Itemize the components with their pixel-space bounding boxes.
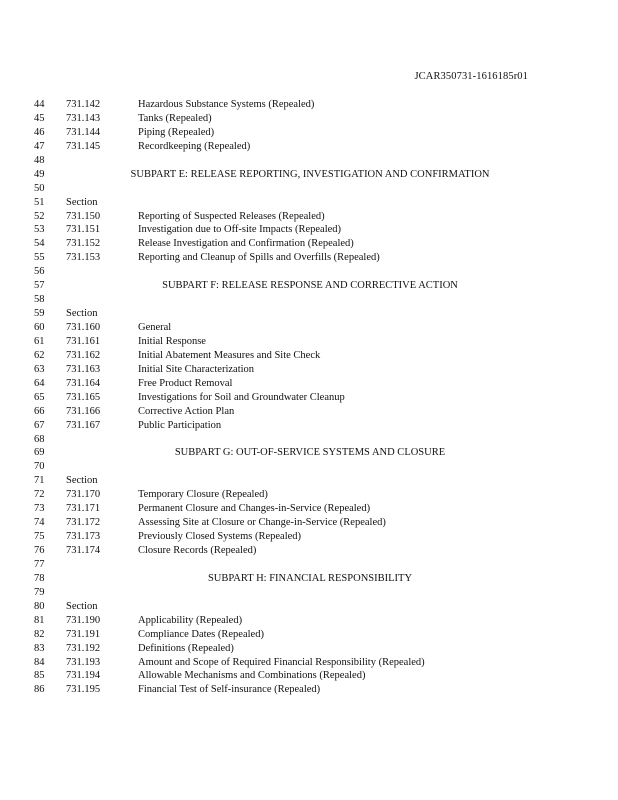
line-number: 60 bbox=[34, 322, 45, 333]
section-title: Reporting and Cleanup of Spills and Overfills (Repealed) bbox=[138, 252, 380, 264]
line-number: 44 bbox=[34, 99, 45, 110]
document-line bbox=[0, 628, 618, 642]
document-line bbox=[0, 321, 618, 335]
section-number: 731.150 bbox=[66, 210, 101, 222]
document-line bbox=[0, 251, 618, 265]
document-line bbox=[0, 140, 618, 154]
subpart-heading: SUBPART F: RELEASE RESPONSE AND CORRECTIVE ACTION bbox=[162, 280, 458, 292]
section-number: 731.160 bbox=[66, 322, 101, 333]
section-title: Allowable Mechanisms and Combinations (Repealed) bbox=[138, 670, 366, 682]
document-line bbox=[0, 154, 618, 168]
document-line bbox=[0, 335, 618, 349]
line-number: 84 bbox=[34, 656, 45, 668]
document-line bbox=[0, 433, 618, 447]
line-number: 67 bbox=[34, 419, 45, 431]
section-number: 731.173 bbox=[66, 531, 101, 543]
document-line bbox=[0, 182, 618, 196]
document-line bbox=[0, 558, 618, 572]
document-line bbox=[0, 419, 618, 433]
section-title: Investigation due to Off-site Impacts (Repealed) bbox=[138, 224, 342, 236]
line-number: 52 bbox=[34, 210, 45, 222]
section-number: 731.143 bbox=[66, 112, 101, 124]
subpart-heading: SUBPART G: OUT-OF-SERVICE SYSTEMS AND CLOSURE bbox=[174, 447, 446, 459]
line-number: 46 bbox=[34, 126, 45, 138]
section-number: 731.190 bbox=[66, 614, 101, 626]
document-line bbox=[0, 642, 618, 656]
section-number: 731.144 bbox=[66, 126, 101, 138]
document-line bbox=[0, 293, 618, 307]
line-number: 78 bbox=[34, 572, 45, 584]
document-line bbox=[0, 196, 618, 210]
document-line bbox=[0, 377, 618, 391]
section-title: Piping (Repealed) bbox=[138, 126, 215, 138]
section-title: Initial Abatement Measures and Site Check bbox=[138, 349, 321, 361]
subpart-heading: SUBPART H: FINANCIAL RESPONSIBILITY bbox=[207, 572, 413, 584]
line-number: 72 bbox=[34, 489, 45, 501]
line-number: 45 bbox=[34, 112, 45, 124]
line-list bbox=[0, 98, 618, 697]
document-line bbox=[0, 544, 618, 558]
line-number: 69 bbox=[34, 447, 45, 459]
section-title: Definitions (Repealed) bbox=[138, 642, 234, 654]
line-number: 68 bbox=[34, 433, 45, 445]
section-number: 731.164 bbox=[66, 377, 101, 389]
section-number: 731.192 bbox=[66, 642, 101, 654]
line-number: 55 bbox=[34, 252, 45, 264]
section-number: 731.151 bbox=[66, 224, 101, 236]
document-line bbox=[0, 669, 618, 683]
section-title: Closure Records (Repealed) bbox=[138, 545, 257, 556]
line-number: 47 bbox=[34, 140, 45, 152]
line-number: 85 bbox=[34, 670, 45, 682]
line-number: 75 bbox=[34, 531, 45, 543]
section-number: 731.174 bbox=[66, 545, 101, 556]
line-number: 54 bbox=[34, 238, 45, 250]
line-number: 65 bbox=[34, 391, 45, 403]
document-line bbox=[0, 265, 618, 279]
section-title: Hazardous Substance Systems (Repealed) bbox=[138, 99, 315, 110]
document-line bbox=[0, 600, 618, 614]
section-title: Initial Site Characterization bbox=[138, 363, 255, 375]
section-title: Release Investigation and Confirmation (Repealed) bbox=[138, 238, 354, 250]
line-number: 81 bbox=[34, 614, 45, 626]
line-number: 73 bbox=[34, 503, 45, 515]
line-number: 83 bbox=[34, 642, 45, 654]
line-number: 77 bbox=[34, 558, 45, 570]
section-title: Reporting of Suspected Releases (Repealed) bbox=[138, 210, 325, 222]
line-number: 58 bbox=[34, 294, 45, 306]
line-number: 76 bbox=[34, 545, 45, 556]
subpart-heading: SUBPART E: RELEASE REPORTING, INVESTIGATION AND CONFIRMATION bbox=[130, 168, 490, 180]
section-number: 731.163 bbox=[66, 363, 101, 375]
document-code: JCAR350731-1616185r01 bbox=[414, 71, 528, 82]
section-column-label: Section bbox=[66, 308, 98, 320]
section-column-label: Section bbox=[66, 600, 98, 612]
document-line bbox=[0, 530, 618, 544]
document-line bbox=[0, 237, 618, 251]
document-line bbox=[0, 488, 618, 502]
line-number: 50 bbox=[34, 182, 45, 194]
section-number: 731.161 bbox=[66, 335, 101, 347]
section-title: Applicability (Repealed) bbox=[138, 614, 243, 626]
section-title: Investigations for Soil and Groundwater Cleanup bbox=[138, 391, 345, 403]
document-line bbox=[0, 474, 618, 488]
line-number: 57 bbox=[34, 280, 45, 292]
section-number: 731.194 bbox=[66, 670, 101, 682]
line-number: 80 bbox=[34, 600, 45, 612]
document-line bbox=[0, 614, 618, 628]
document-line bbox=[0, 656, 618, 670]
section-title: Financial Test of Self-insurance (Repealed) bbox=[138, 684, 321, 696]
section-number: 731.191 bbox=[66, 628, 101, 640]
section-column-label: Section bbox=[66, 196, 98, 208]
section-number: 731.193 bbox=[66, 656, 101, 668]
document-line bbox=[0, 210, 618, 224]
line-number: 59 bbox=[34, 308, 45, 320]
line-number: 79 bbox=[34, 586, 45, 598]
document-line bbox=[0, 516, 618, 530]
document-line bbox=[0, 405, 618, 419]
document-line bbox=[0, 391, 618, 405]
section-title: Corrective Action Plan bbox=[138, 405, 235, 417]
document-line bbox=[0, 349, 618, 363]
section-title: Public Participation bbox=[138, 419, 222, 431]
section-number: 731.142 bbox=[66, 99, 101, 110]
document-line bbox=[0, 363, 618, 377]
document-line bbox=[0, 446, 618, 460]
line-number: 49 bbox=[34, 168, 45, 180]
section-title: Tanks (Repealed) bbox=[138, 112, 212, 124]
line-number: 71 bbox=[34, 475, 45, 487]
document-line bbox=[0, 168, 618, 182]
section-number: 731.153 bbox=[66, 252, 101, 264]
document-line bbox=[0, 223, 618, 237]
section-title: Assessing Site at Closure or Change-in-Service (Repealed) bbox=[138, 517, 386, 529]
line-number: 82 bbox=[34, 628, 45, 640]
section-number: 731.152 bbox=[66, 238, 101, 250]
section-number: 731.171 bbox=[66, 503, 101, 515]
line-number: 70 bbox=[34, 461, 45, 473]
section-title: Compliance Dates (Repealed) bbox=[138, 628, 264, 640]
document-line bbox=[0, 126, 618, 140]
line-number: 62 bbox=[34, 349, 45, 361]
document-line bbox=[0, 460, 618, 474]
line-number: 86 bbox=[34, 684, 45, 696]
section-title: Recordkeeping (Repealed) bbox=[138, 140, 251, 152]
document-line bbox=[0, 98, 618, 112]
section-number: 731.162 bbox=[66, 349, 101, 361]
line-number: 48 bbox=[34, 154, 45, 166]
document-line bbox=[0, 307, 618, 321]
document-line bbox=[0, 572, 618, 586]
document-line bbox=[0, 112, 618, 126]
section-column-label: Section bbox=[66, 475, 98, 487]
line-number: 51 bbox=[34, 196, 45, 208]
section-title: General bbox=[138, 322, 172, 333]
line-number: 63 bbox=[34, 363, 45, 375]
section-title: Temporary Closure (Repealed) bbox=[138, 489, 268, 501]
section-number: 731.166 bbox=[66, 405, 101, 417]
section-title: Previously Closed Systems (Repealed) bbox=[138, 531, 302, 543]
line-number: 56 bbox=[34, 266, 45, 278]
document-line bbox=[0, 586, 618, 600]
line-number: 53 bbox=[34, 224, 45, 236]
section-title: Free Product Removal bbox=[138, 377, 233, 389]
line-number: 74 bbox=[34, 517, 45, 529]
document-line bbox=[0, 279, 618, 293]
section-number: 731.195 bbox=[66, 684, 101, 696]
line-number: 61 bbox=[34, 335, 45, 347]
section-number: 731.165 bbox=[66, 391, 101, 403]
section-title: Amount and Scope of Required Financial Responsibility (Repealed) bbox=[138, 656, 425, 668]
line-number: 66 bbox=[34, 405, 45, 417]
document-line bbox=[0, 502, 618, 516]
section-number: 731.167 bbox=[66, 419, 101, 431]
section-number: 731.170 bbox=[66, 489, 101, 501]
section-title: Initial Response bbox=[138, 335, 206, 347]
section-number: 731.145 bbox=[66, 140, 101, 152]
document-line bbox=[0, 683, 618, 697]
section-title: Permanent Closure and Changes-in-Service (Repealed) bbox=[138, 503, 371, 515]
section-number: 731.172 bbox=[66, 517, 101, 529]
line-number: 64 bbox=[34, 377, 45, 389]
